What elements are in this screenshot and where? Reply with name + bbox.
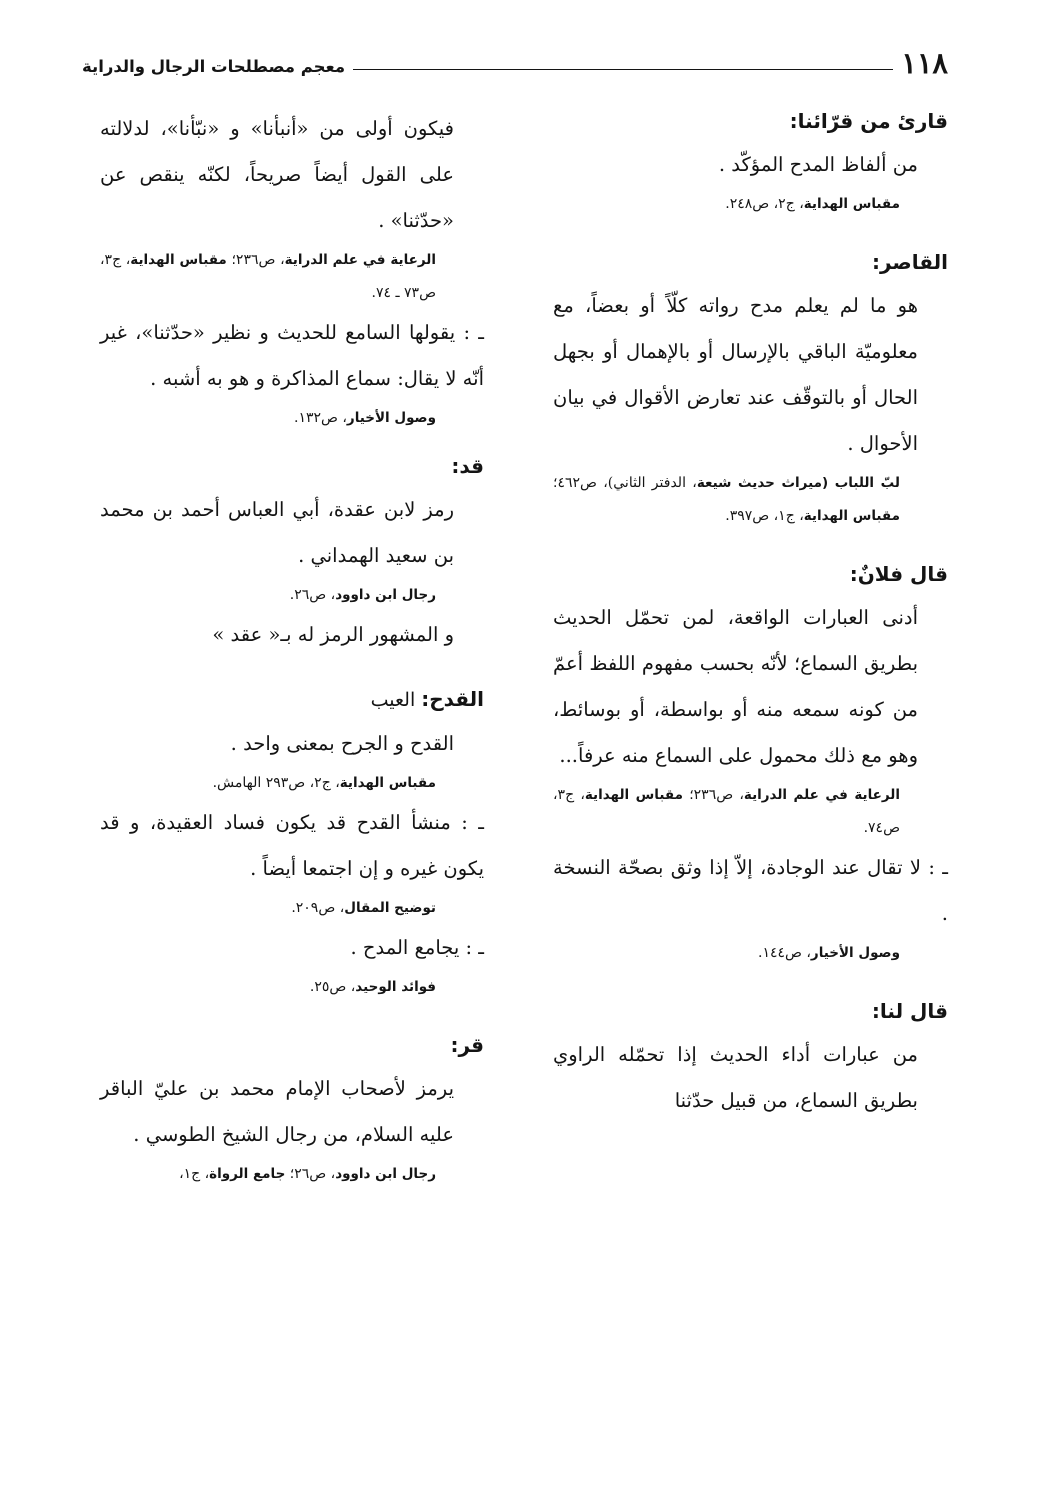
left-column (100, 106, 484, 1191)
source-title: لبّ اللباب (ميراث حديث شيعة (696, 475, 901, 491)
entry-qala-fulan (553, 559, 948, 970)
entry-source (100, 767, 484, 800)
entry-qar (100, 1030, 484, 1191)
source-title: فوائد الوحيد (355, 979, 436, 995)
source-title: وصول الأخيار (346, 410, 436, 426)
source-ref: ، ص٢٣٦؛ (226, 252, 285, 268)
entry-term: قارئ من قرّائنا: (789, 109, 948, 133)
entry-continuation (100, 106, 484, 435)
source-title: مقباس الهداية (339, 775, 436, 791)
source-title: الرعاية في علم الدراية (743, 787, 900, 803)
entry-term: القاصر: (871, 250, 948, 274)
source-ref: ، ص٢٥. (309, 979, 356, 995)
entry-qad (100, 451, 484, 658)
source-ref: ، ص٢٣٦؛ (682, 787, 744, 803)
source-title: الرعاية في علم الدراية (284, 252, 436, 268)
source-ref: ، ص٢٠٩. (291, 900, 345, 916)
entry-qari (553, 106, 948, 221)
source-title: جامع الرواة (209, 1166, 286, 1182)
entry-body: رمز لابن عقدة، أبي العباس أحمد بن محمد بن سعيد الهمداني . (100, 498, 454, 567)
source-ref: ، ص١٤٤. (758, 945, 811, 961)
source-ref: ، ص٢٦. (289, 587, 336, 603)
entry-qala-lana (553, 996, 948, 1124)
source-title: مقباس الهداية (803, 196, 900, 212)
entry-term: قر: (450, 1033, 484, 1057)
source-ref: ، ج٣، ص٧٤. (553, 787, 900, 836)
entry-body: فيكون أولى من «أنبأنا» و «نبّأنا»، لدلالته على القول أيضاً صريحاً، لكنّه ينقص عن «حدّثنا» . (100, 117, 454, 232)
entry-term: قال لنا: (871, 999, 948, 1023)
entry-source (553, 188, 948, 221)
entry-body-continuation: ـ : منشأ القدح قد يكون فساد العقيدة، و قد يكون غيره و إن اجتمعا أيضاً . (100, 811, 484, 880)
entry-body: هو ما لم يعلم مدح رواته كلّاً أو بعضاً، مع معلوميّة الباقي بالإرسال أو بالإهمال أو بجهل الحال أو بالتوقّف عند تعارض الأقوال في بيان الأحوال . (553, 294, 918, 455)
entry-qasir (553, 247, 948, 533)
source-title: وصول الأخيار (810, 945, 900, 961)
entry-qadh (100, 684, 484, 1004)
source-title: مقباس الهداية (803, 508, 900, 524)
entry-term: قد: (451, 454, 484, 478)
entry-term (100, 684, 484, 715)
source-ref: ، الدفتر الثاني)، ص٤٦٢؛ (553, 475, 697, 491)
entry-body: القدح و الجرح بمعنى واحد . (230, 732, 454, 755)
source-title: توضيح المقال (344, 900, 436, 916)
entry-body-continuation: و المشهور الرمز له بـ« عقد » (212, 623, 454, 646)
entry-term: قال فلانٌ: (849, 562, 948, 586)
page-header (82, 38, 948, 80)
entry-source (100, 971, 484, 1004)
source-ref: ، ج٢، ص٢٤٨. (725, 196, 804, 212)
source-title: رجال ابن داوود (335, 1166, 436, 1182)
page-number: ١١٨ (901, 46, 948, 80)
source-ref: ، ج١، ص٣٩٧. (725, 508, 804, 524)
entry-source (100, 244, 484, 310)
entry-body-continuation: ـ : يقولها السامع للحديث و نظير «حدّثنا»، غير أنّه لا يقال: سماع المذاكرة و هو به أشبه . (100, 321, 484, 390)
entry-body: من عبارات أداء الحديث إذا تحمّله الراوي بطريق السماع، من قبيل حدّثنا (553, 1043, 918, 1112)
entry-source (100, 402, 484, 435)
entry-body: يرمز لأصحاب الإمام محمد بن عليّ الباقر عليه السلام، من رجال الشيخ الطوسي . (100, 1077, 454, 1146)
right-column (553, 106, 948, 1124)
source-title: مقباس الهداية (130, 252, 227, 268)
source-title: رجال ابن داوود (335, 587, 436, 603)
entry-body: أدنى العبارات الواقعة، لمن تحمّل الحديث بطريق السماع؛ لأنّه بحسب مفهوم اللفظ أعمّ من كونه سمعه منه أو بواسطة، أو بوسائط، وهو مع ذلك محمول على السماع منه عرفاً... (553, 606, 918, 767)
entry-source (553, 467, 948, 533)
source-title: مقباس الهداية (584, 787, 683, 803)
entry-source (100, 1158, 484, 1191)
source-ref: ، ج٢، ص٢٩٣ الهامش. (212, 775, 340, 791)
source-ref: ، ص١٣٢. (294, 410, 347, 426)
source-ref: ، ص٢٦؛ (285, 1166, 336, 1182)
entry-body-continuation: ـ : لا تقال عند الوجادة، إلاّ إذا وثق بصحّة النسخة . (553, 856, 948, 925)
term-word: القدح: (421, 687, 484, 711)
entry-body: من ألفاظ المدح المؤكّد . (718, 153, 918, 176)
source-ref: ، ج٣، ص٧٣ ـ ٧٤. (100, 252, 436, 301)
entry-source (100, 579, 484, 612)
entry-source (553, 937, 948, 970)
header-rule (353, 69, 893, 70)
running-title: معجم مصطلحات الرجال والدراية (82, 57, 346, 76)
entry-body-continuation: ـ : يجامع المدح . (350, 936, 484, 959)
term-gloss: العيب (370, 689, 422, 711)
entry-source (100, 892, 484, 925)
source-ref: ، ج١، (179, 1166, 210, 1182)
entry-source (553, 779, 948, 845)
